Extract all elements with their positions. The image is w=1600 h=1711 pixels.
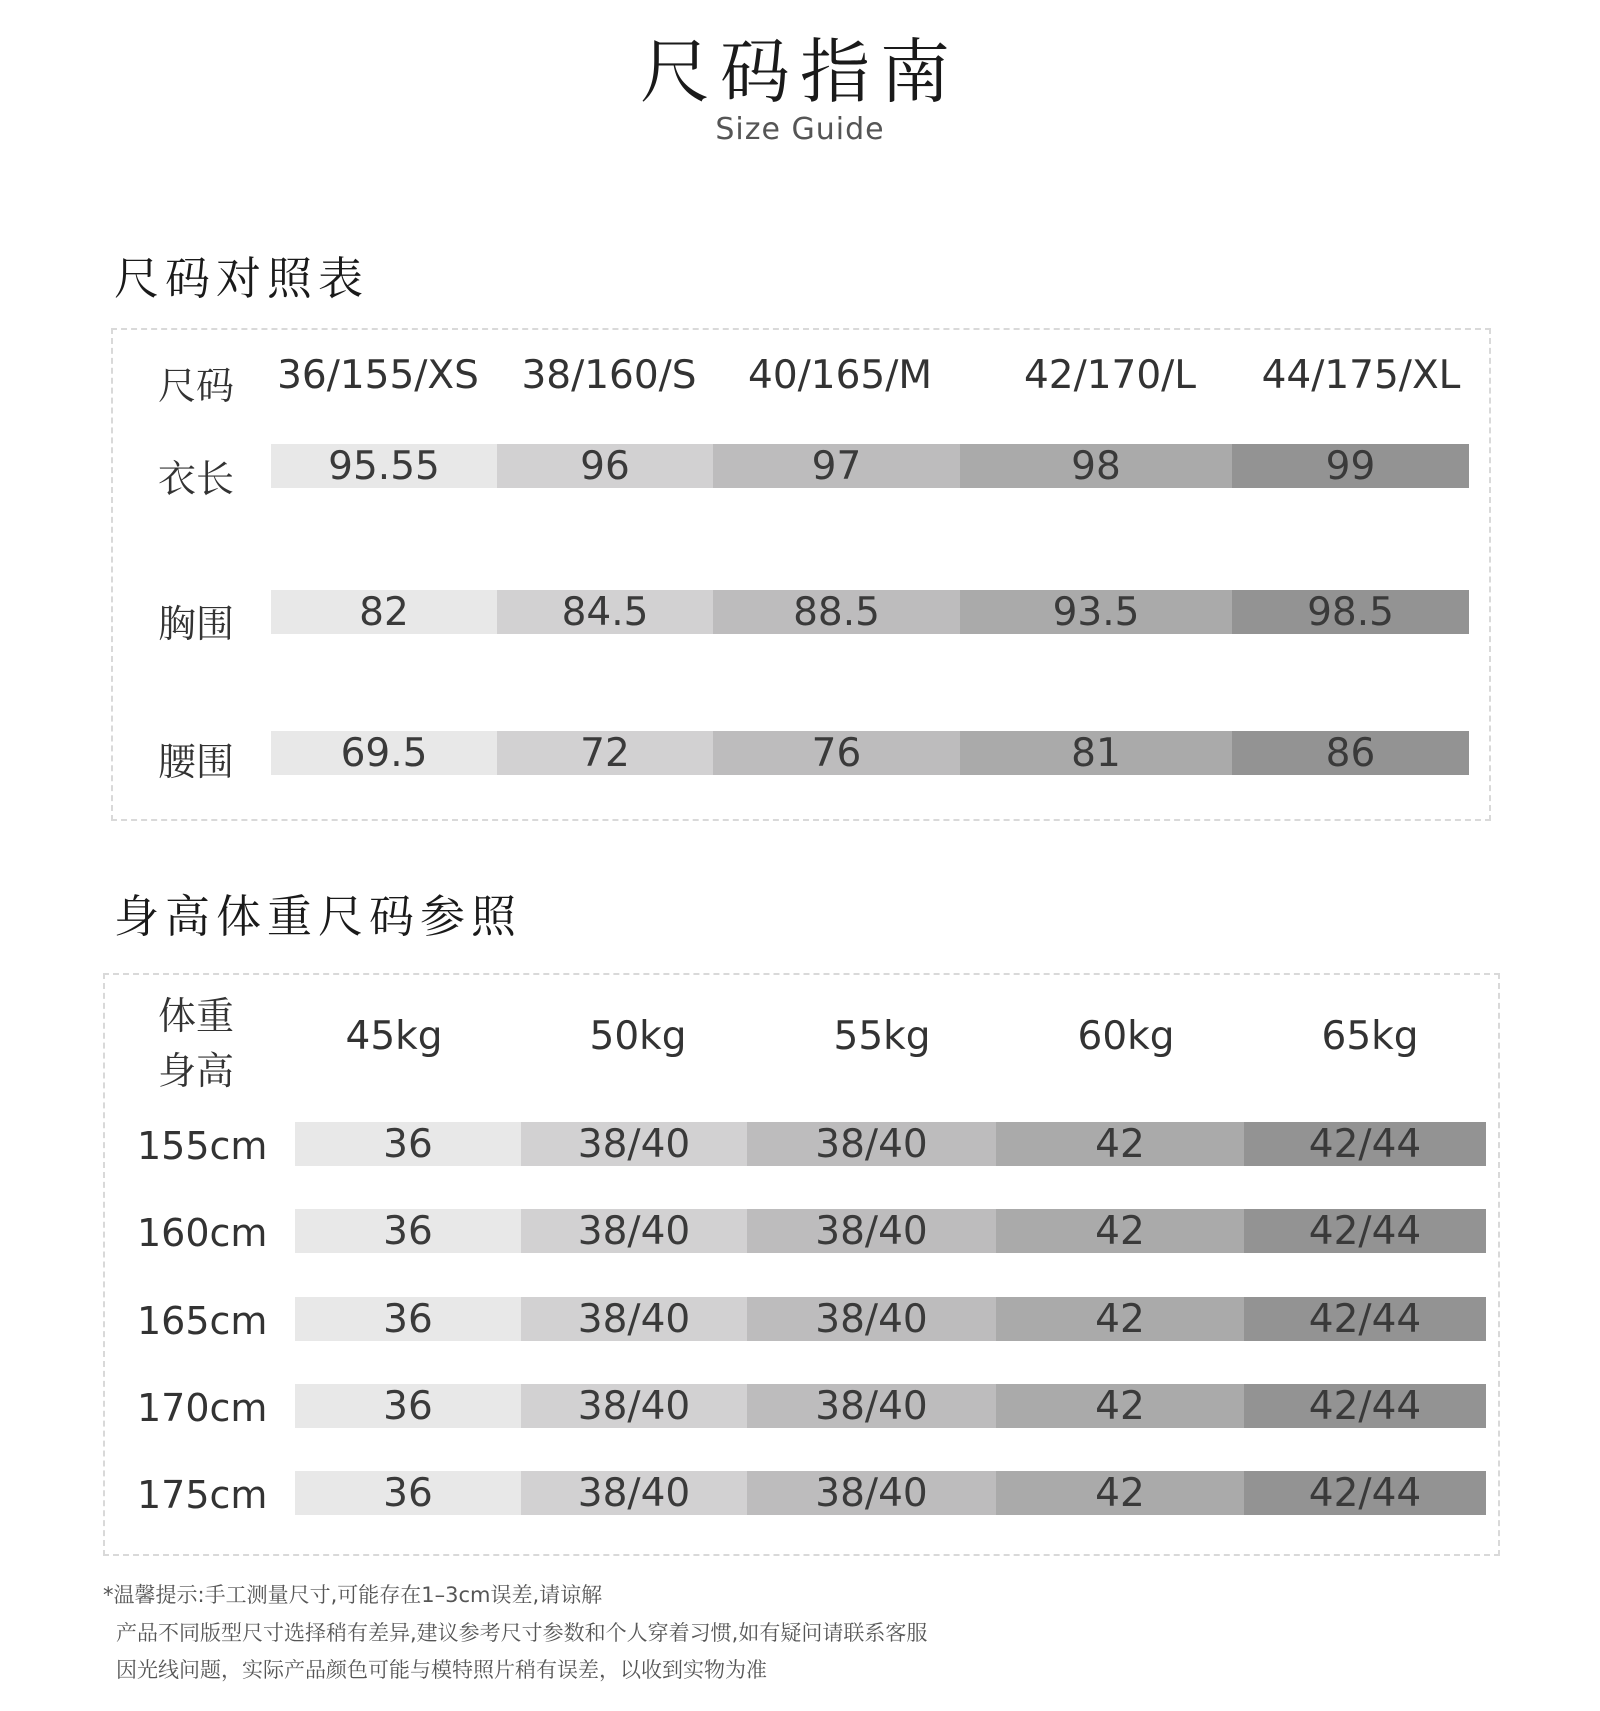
measure-row-bar bbox=[271, 590, 1469, 634]
size-chart-title: 尺码对照表 bbox=[114, 252, 370, 305]
measure-row-label: 腰围 bbox=[158, 740, 235, 784]
fit-cell: 36 bbox=[295, 1297, 521, 1341]
measure-row-bar bbox=[271, 444, 1469, 488]
measure-cell: 69.5 bbox=[271, 731, 497, 775]
measure-cell: 82 bbox=[271, 590, 497, 634]
fit-cell: 42 bbox=[996, 1471, 1244, 1515]
fit-cell: 38/40 bbox=[747, 1209, 996, 1253]
size-header: 36/155/XS bbox=[277, 353, 479, 398]
weight-axis-label: 体重 bbox=[158, 994, 235, 1038]
measure-cell: 84.5 bbox=[497, 590, 713, 634]
height-row-label: 175cm bbox=[137, 1473, 268, 1517]
fit-cell: 42/44 bbox=[1244, 1297, 1486, 1341]
fit-cell: 36 bbox=[295, 1471, 521, 1515]
fit-cell: 38/40 bbox=[521, 1122, 747, 1166]
fit-cell: 36 bbox=[295, 1384, 521, 1428]
height-row-label: 165cm bbox=[137, 1299, 268, 1343]
size-header-label: 尺码 bbox=[158, 364, 235, 408]
fit-cell: 42/44 bbox=[1244, 1471, 1486, 1515]
fit-cell: 38/40 bbox=[521, 1384, 747, 1428]
fit-row-bar bbox=[295, 1122, 1486, 1166]
height-row-label: 155cm bbox=[137, 1124, 268, 1168]
measure-cell: 76 bbox=[713, 731, 960, 775]
fit-cell: 38/40 bbox=[747, 1122, 996, 1166]
measure-cell: 99 bbox=[1232, 444, 1469, 488]
height-axis-label: 身高 bbox=[158, 1049, 235, 1093]
fit-cell: 38/40 bbox=[747, 1297, 996, 1341]
weight-header: 55kg bbox=[833, 1014, 931, 1059]
fit-cell: 42 bbox=[996, 1209, 1244, 1253]
fit-cell: 42 bbox=[996, 1122, 1244, 1166]
measure-cell: 95.55 bbox=[271, 444, 497, 488]
measure-cell: 81 bbox=[960, 731, 1232, 775]
measure-row-bar bbox=[271, 731, 1469, 775]
height-row-label: 170cm bbox=[137, 1386, 268, 1430]
fit-row-bar bbox=[295, 1209, 1486, 1253]
fit-cell: 42/44 bbox=[1244, 1122, 1486, 1166]
fit-cell: 38/40 bbox=[747, 1471, 996, 1515]
fit-chart-title: 身高体重尺码参照 bbox=[114, 890, 523, 943]
measure-cell: 97 bbox=[713, 444, 960, 488]
fit-cell: 42 bbox=[996, 1297, 1244, 1341]
weight-header: 50kg bbox=[589, 1014, 687, 1059]
fit-cell: 42/44 bbox=[1244, 1209, 1486, 1253]
measure-cell: 93.5 bbox=[960, 590, 1232, 634]
fit-cell: 36 bbox=[295, 1122, 521, 1166]
measure-cell: 72 bbox=[497, 731, 713, 775]
fit-cell: 38/40 bbox=[521, 1209, 747, 1253]
fit-row-bar bbox=[295, 1384, 1486, 1428]
weight-header: 65kg bbox=[1321, 1014, 1419, 1059]
page-title: 尺码指南 bbox=[640, 31, 960, 113]
measure-row-label: 胸围 bbox=[158, 602, 235, 646]
measure-row-label: 衣长 bbox=[158, 457, 235, 501]
note-line: *温馨提示:手工测量尺寸,可能存在1–3cm误差,请谅解 bbox=[103, 1583, 603, 1607]
fit-cell: 42 bbox=[996, 1384, 1244, 1428]
measure-cell: 98 bbox=[960, 444, 1232, 488]
fit-cell: 42/44 bbox=[1244, 1384, 1486, 1428]
fit-cell: 38/40 bbox=[521, 1471, 747, 1515]
size-header: 42/170/L bbox=[1023, 353, 1197, 398]
weight-header: 60kg bbox=[1077, 1014, 1175, 1059]
measure-cell: 96 bbox=[497, 444, 713, 488]
note-line: 产品不同版型尺寸选择稍有差异,建议参考尺寸参数和个人穿着习惯,如有疑问请联系客服 bbox=[116, 1621, 928, 1645]
measure-cell: 88.5 bbox=[713, 590, 960, 634]
measure-cell: 86 bbox=[1232, 731, 1469, 775]
page-subtitle: Size Guide bbox=[715, 112, 885, 147]
measure-cell: 98.5 bbox=[1232, 590, 1469, 634]
fit-row-bar bbox=[295, 1471, 1486, 1515]
fit-cell: 36 bbox=[295, 1209, 521, 1253]
size-header: 38/160/S bbox=[521, 353, 697, 398]
fit-chart-frame bbox=[103, 973, 1500, 1556]
fit-row-bar bbox=[295, 1297, 1486, 1341]
fit-cell: 38/40 bbox=[521, 1297, 747, 1341]
note-line: 因光线问题，实际产品颜色可能与模特照片稍有误差，以收到实物为准 bbox=[116, 1658, 767, 1682]
size-header: 40/165/M bbox=[748, 353, 932, 398]
height-row-label: 160cm bbox=[137, 1211, 268, 1255]
weight-header: 45kg bbox=[345, 1014, 443, 1059]
fit-cell: 38/40 bbox=[747, 1384, 996, 1428]
size-header: 44/175/XL bbox=[1261, 353, 1461, 398]
